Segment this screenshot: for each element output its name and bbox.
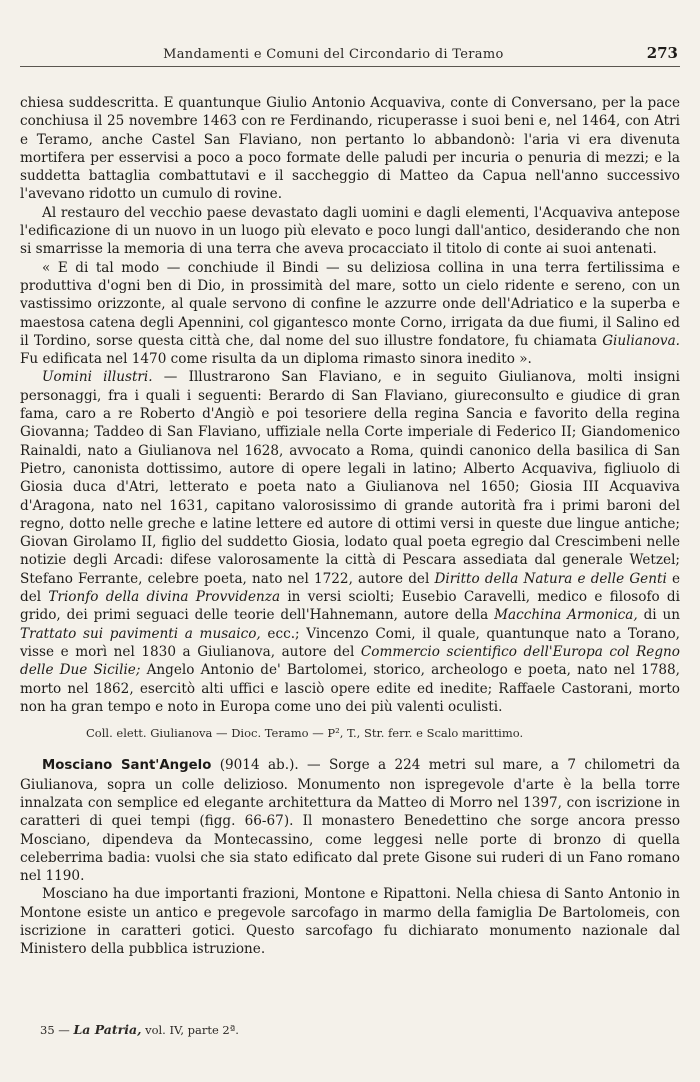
italic-title: Trattato sui pavimenti a musaico, bbox=[20, 625, 261, 642]
text-run: di un bbox=[637, 607, 680, 624]
italic-title: Diritto della Natura e delle Genti bbox=[434, 570, 667, 587]
signature-number: 35 — bbox=[40, 1023, 70, 1037]
page-number: 273 bbox=[646, 44, 678, 62]
volume-info: vol. IV, parte 2ª. bbox=[145, 1023, 239, 1037]
paragraph-mosciano bbox=[20, 756, 680, 885]
magazine-title: La Patria, bbox=[73, 1022, 142, 1037]
italic-title: Trionfo della divina Provvidenza bbox=[48, 589, 281, 606]
body-text bbox=[20, 94, 680, 959]
paragraph-quote bbox=[20, 259, 680, 369]
italic-title: Commercio scientifico dell'Europa col Regno delle Due Sicilie; bbox=[20, 643, 680, 679]
text-run: in versi sciolti; Eusebio Caravelli, medico e filosofo di grido, dei primi seguaci delle teorie dell'Hahnemann, autore della bbox=[20, 589, 680, 624]
italic-place-name: Giulianova. bbox=[602, 332, 680, 349]
text-run: Angelo Antonio de' Bartolomei, storico, archeologo e poeta, nato nel 1788, morto nel 1862, esercitò alti uffici e lasciò opere edite ed inedite; Raffaele Castorani, morto non ha gran tempo e noto in Europa come uno dei più valenti oculisti. bbox=[20, 662, 680, 715]
section-heading: Uomini illustri. bbox=[42, 369, 153, 386]
paragraph: Al restauro del vecchio paese devastato dagli uomini e dagli elementi, l'Acquaviva antepose l'edificazione di un nuovo in un luogo più elevato e poco lungi dall'antico, desiderando che non si smarrisse la memoria di una terra che aveva procacciato il titolo di conte ai suoi antenati. bbox=[20, 204, 680, 258]
running-header bbox=[20, 44, 680, 67]
header-title: Mandamenti e Comuni del Circondario di Teramo bbox=[163, 47, 504, 62]
text-run: ecc.; Vincenzo Comi, il quale, quantunque nato a Torano, visse e morì nel 1830 a Giulianova, autore del bbox=[20, 625, 680, 660]
text-run: « E di tal modo — conchiude il Bindi — su deliziosa collina in una terra fertilissima e produttiva d'ogni ben di Dio, in prossimità del mare, sotto un cielo ridente e sereno, con un vastissimo orizzonte, al quale servono di confine le azzurre onde dell'Adriatico e la superba e maestosa catena degli Apennini, col gigantesco monte Corno, irrigata da due fiumi, il Salino ed il Tordino, sorse questa città che, dal nome del suo illustre fondatore, fu chiamata bbox=[20, 259, 680, 349]
text-run: Fu edificata nel 1470 come risulta da un diploma rimasto sinora inedito ». bbox=[20, 351, 532, 368]
footer-signature bbox=[40, 1022, 239, 1037]
paragraph-illustrious-men bbox=[20, 368, 680, 716]
italic-title: Macchina Armonica, bbox=[494, 607, 638, 624]
entry-title: Mosciano Sant'Angelo bbox=[42, 758, 212, 774]
text-run: (9014 ab.). — Sorge a 224 metri sul mare, a 7 chilometri da Giulianova, sopra un colle delizioso. Monumento non ispregevole d'arte è la bella torre innalzata con semplice ed elegante architettura da Matteo di Morro nel 1397, con iscrizione in caratteri di quei tempi (figg. 66-67). Il monastero Benedettino che sorge ancora presso Mosciano, dipendeva da Montecassino, come leggesi nelle porte di bronzo di quella celeberrima badia: vuolsi che sia stato edificato dal prete Gisone sui ruderi di un Fano romano nel 1190. bbox=[20, 757, 680, 885]
text-run: — Illustrarono San Flaviano, e in seguito Giulianova, molti insigni personaggi, fra i quali i seguenti: Berardo di San Flaviano, giureconsulto e giudice di gran fama, caro a re Roberto d'Angiò e poi tesoriere della regina Sancia e favorito della regina Giovanna; Taddeo di San Flaviano, uffiziale nella Corte imperiale di Federico II; Giandomenico Rainaldi, nato a Giulianova nel 1628, avvocato a Roma, quindi canonico della basilica di San Pietro, canonista dottissimo, autore di opere legali in latino; Alberto Acquaviva, figliuolo di Giosia duca d'Atri, letterato e poeta nato a Giulianova nel 1650; Giosia III Acquaviva d'Aragona, nato nel 1631, capitano valorosissimo di grande autorità fra i primi baroni del regno, dotto nelle greche e latine lettere ed autore di ottimi versi in queste due lingue antiche; Giovan Girolamo II, figlio del suddetto Giosia, lodato qual poeta egregio dal Crescimbeni nelle notizie degli Arcadi: difese valorosamente la città di Pescara assediata dal generale Wetzel; Stefano Ferrante, celebre poeta, nato nel 1722, autore del bbox=[20, 369, 680, 587]
paragraph: Mosciano ha due importanti frazioni, Montone e Ripattoni. Nella chiesa di Santo Antonio in Montone esiste un antico e pregevole sarcofago in marmo della famiglia De Bartolomeis, con iscrizione in caratteri gotici. Questo sarcofago fu dichiarato monumento nazionale dal Ministero della pubblica istruzione. bbox=[20, 886, 680, 958]
text-run: e del bbox=[20, 570, 680, 606]
electoral-note: Coll. elett. Giulianova — Dioc. Teramo — P², T., Str. ferr. e Scalo marittimo. bbox=[86, 726, 524, 741]
paragraph: chiesa suddescritta. E quantunque Giulio Antonio Acquaviva, conte di Conversano, per la pace conchiusa il 25 novembre 1463 con re Ferdinando, ricuperasse i suoi beni e, nel 1464, con Atri e Teramo, anche Castel San Flaviano, non pertanto lo abbandonò: l'aria vi era divenuta mortifera per esservisi a poco a poco formate delle paludi per incuria o penuria di mezzi; e la suddetta battaglia combattutavi e il saccheggio di Matteo da Capua nell'anno successivo l'avevano ridotto un cumulo di rovine. bbox=[20, 95, 680, 203]
